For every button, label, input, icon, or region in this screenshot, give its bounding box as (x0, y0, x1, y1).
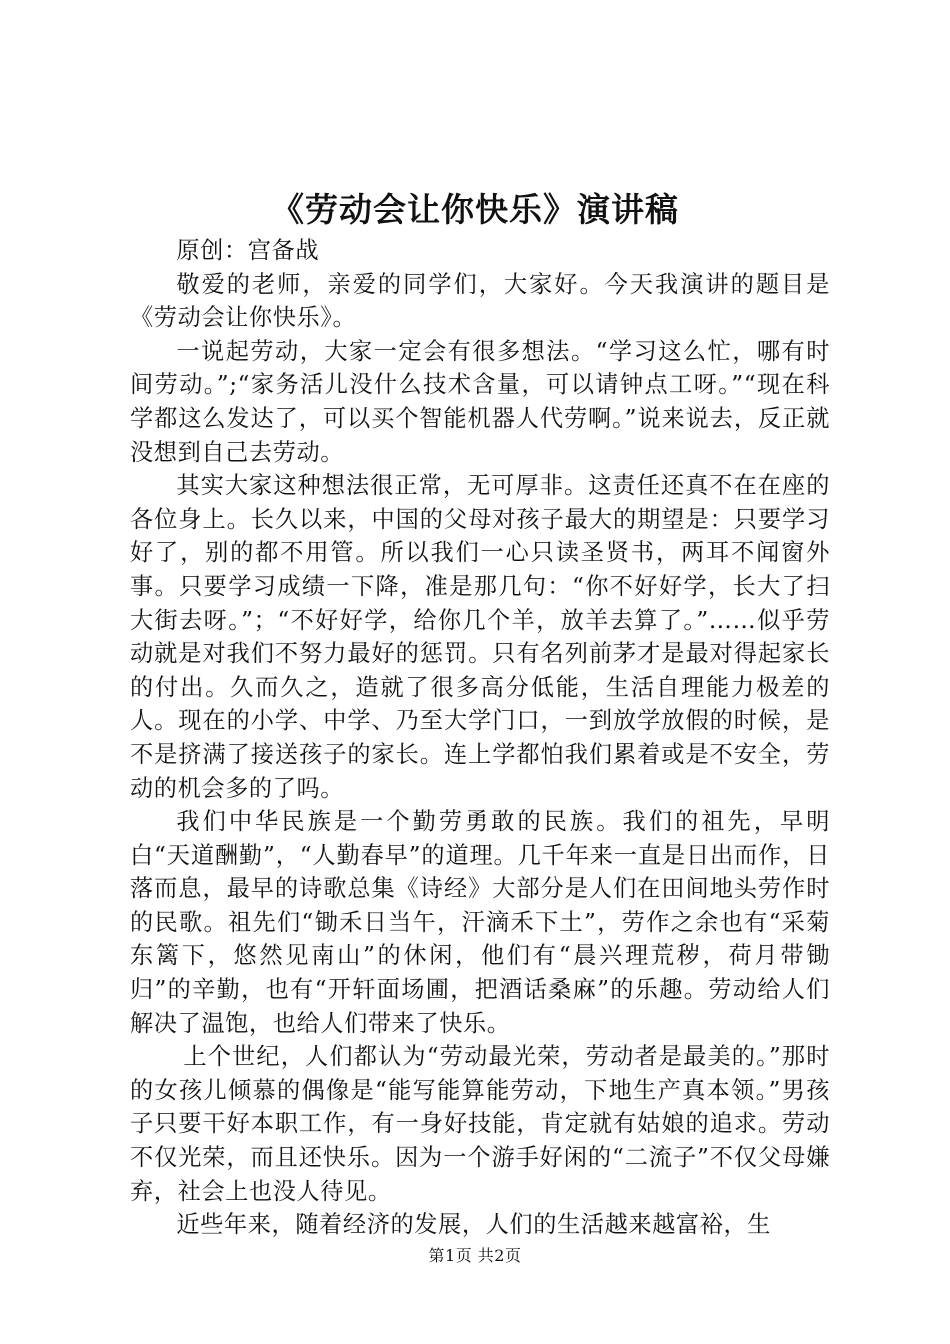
paragraph-greeting: 敬爱的老师，亲爱的同学们，大家好。今天我演讲的题目是《劳动会让你快乐》。 (130, 270, 830, 332)
paragraph-last-century: 上个世纪，人们都认为“劳动最光荣，劳动者是最美的。”那时的女孩儿倾慕的偶像是“能写能算能劳动，下地生产真本领。”男孩子只要干好本职工作，有一身好技能，肯定就有姑娘的追求。劳动不仅光荣，而且还快乐。因为一个游手好闲的“二流子”不仅父母嫌弃，社会上也没人待见。 (130, 1043, 830, 1205)
paragraph-reasons: 其实大家这种想法很正常，无可厚非。这责任还真不在在座的各位身上。长久以来，中国的父母对孩子最大的期望是：只要学习好了，别的都不用管。所以我们一心只读圣贤书，两耳不闻窗外事。只要学习成绩一下降，准是那几句：“你不好好学，长大了扫大街去呀。”；“不好好学，给你几个羊，放羊去算了。”……似乎劳动就是对我们不努力最好的惩罚。只有名列前茅才是最对得起家长的付出。久而久之，造就了很多高分低能，生活自理能力极差的人。现在的小学、中学、乃至大学门口，一到放学放假的时候，是不是挤满了接送孩子的家长。连上学都怕我们累着或是不安全，劳动的机会多的了吗。 (130, 472, 830, 802)
page-title: 《劳动会让你快乐》演讲稿 (271, 190, 679, 229)
page-number: 第1页 共2页 (428, 1246, 522, 1265)
paragraph-thoughts: 一说起劳动，大家一定会有很多想法。“学习这么忙，哪有时间劳动。”;“家务活儿没什么技术含量，可以请钟点工呀。”“现在科学都这么发达了，可以买个智能机器人代劳啊。”说来说去，反正就没想到自己去劳动。 (130, 337, 830, 466)
author-line: 原创：宫备战 (176, 237, 320, 264)
paragraph-tradition: 我们中华民族是一个勤劳勇敢的民族。我们的祖先，早明白“天道酬勤”，“人勤春早”的道理。几千年来一直是日出而作，日落而息，最早的诗歌总集《诗经》大部分是人们在田间地头劳作时的民歌。祖先们“锄禾日当午，汗滴禾下土”，劳作之余也有“采菊东篱下，悠然见南山”的休闲，他们有“晨兴理荒秽，荷月带锄归”的辛勤，也有“开轩面场圃，把酒话桑麻”的乐趣。劳动给人们解决了温饱，也给人们带来了快乐。 (130, 808, 830, 1037)
paragraph-recent-years: 近些年来，随着经济的发展，人们的生活越来越富裕，生 (176, 1211, 772, 1239)
document-body (130, 234, 830, 1242)
